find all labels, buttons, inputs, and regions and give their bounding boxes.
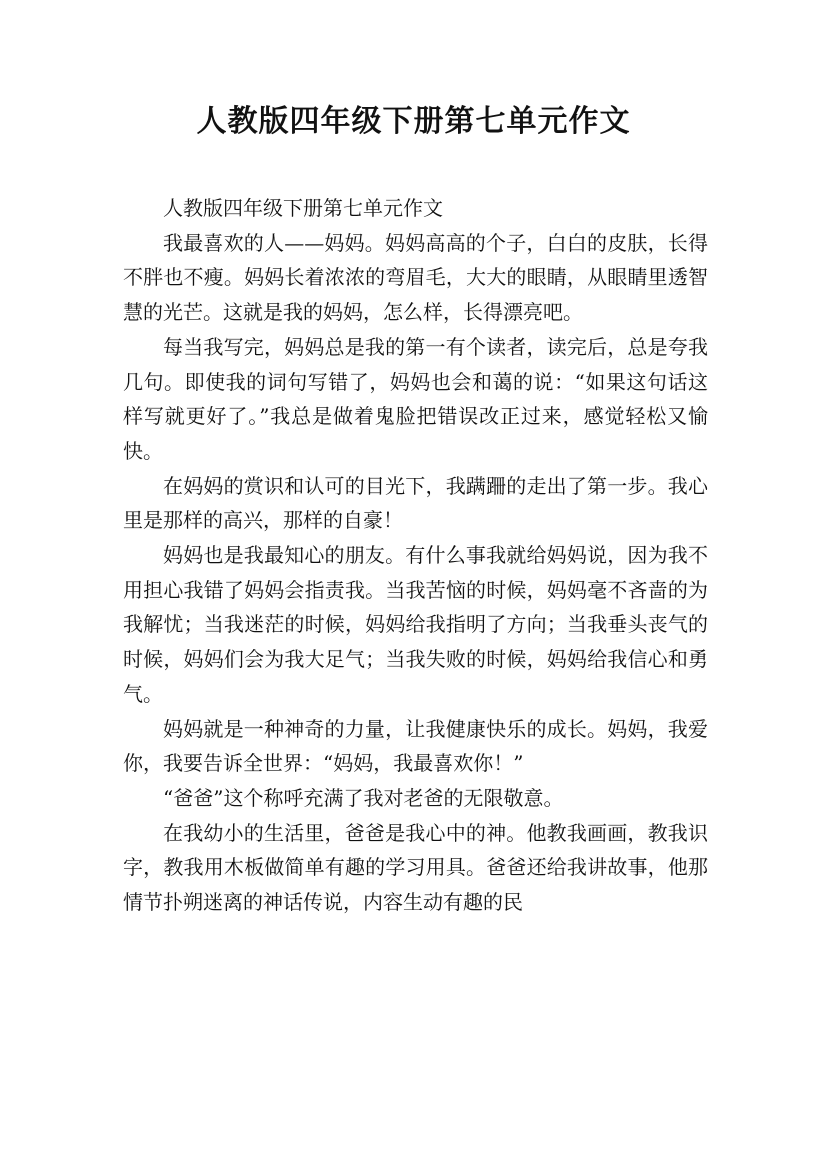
paragraph: 在我幼小的生活里，爸爸是我心中的神。他教我画画，教我识字，教我用木板做简单有趣的学习用具。爸爸还给我讲故事，他那情节扑朔迷离的神话传说，内容生动有趣的民 [123,820,708,915]
paragraph: 妈妈就是一种神奇的力量，让我健康快乐的成长。妈妈，我爱你，我要告诉全世界：“妈妈，我最喜欢你！” [123,716,708,776]
document-body [123,191,708,920]
document-title: 人教版四年级下册第七单元作文 [196,104,631,139]
paragraph: 在妈妈的赏识和认可的目光下，我蹒跚的走出了第一步。我心里是那样的高兴，那样的自豪！ [123,473,708,533]
paragraph: 妈妈也是我最知心的朋友。有什么事我就给妈妈说，因为我不用担心我错了妈妈会指责我。当我苦恼的时候，妈妈毫不吝啬的为我解忧；当我迷茫的时候，妈妈给我指明了方向；当我垂头丧气的时候，妈妈们会为我大足气；当我失败的时候，妈妈给我信心和勇气。 [123,543,708,706]
paragraph: 我最喜欢的人——妈妈。妈妈高高的个子，白白的皮肤，长得不胖也不瘦。妈妈长着浓浓的弯眉毛，大大的眼睛，从眼睛里透智慧的光芒。这就是我的妈妈，怎么样，长得漂亮吧。 [123,230,708,325]
paragraph: “爸爸”这个称呼充满了我对老爸的无限敬意。 [163,785,564,810]
paragraph: 每当我写完，妈妈总是我的第一有个读者，读完后，总是夸我几句。即使我的词句写错了，妈妈也会和蔼的说：“如果这句话这样写就更好了。”我总是做着鬼脸把错误改正过来，感觉轻松又愉快。 [123,334,708,463]
paragraph-subtitle: 人教版四年级下册第七单元作文 [163,196,443,220]
